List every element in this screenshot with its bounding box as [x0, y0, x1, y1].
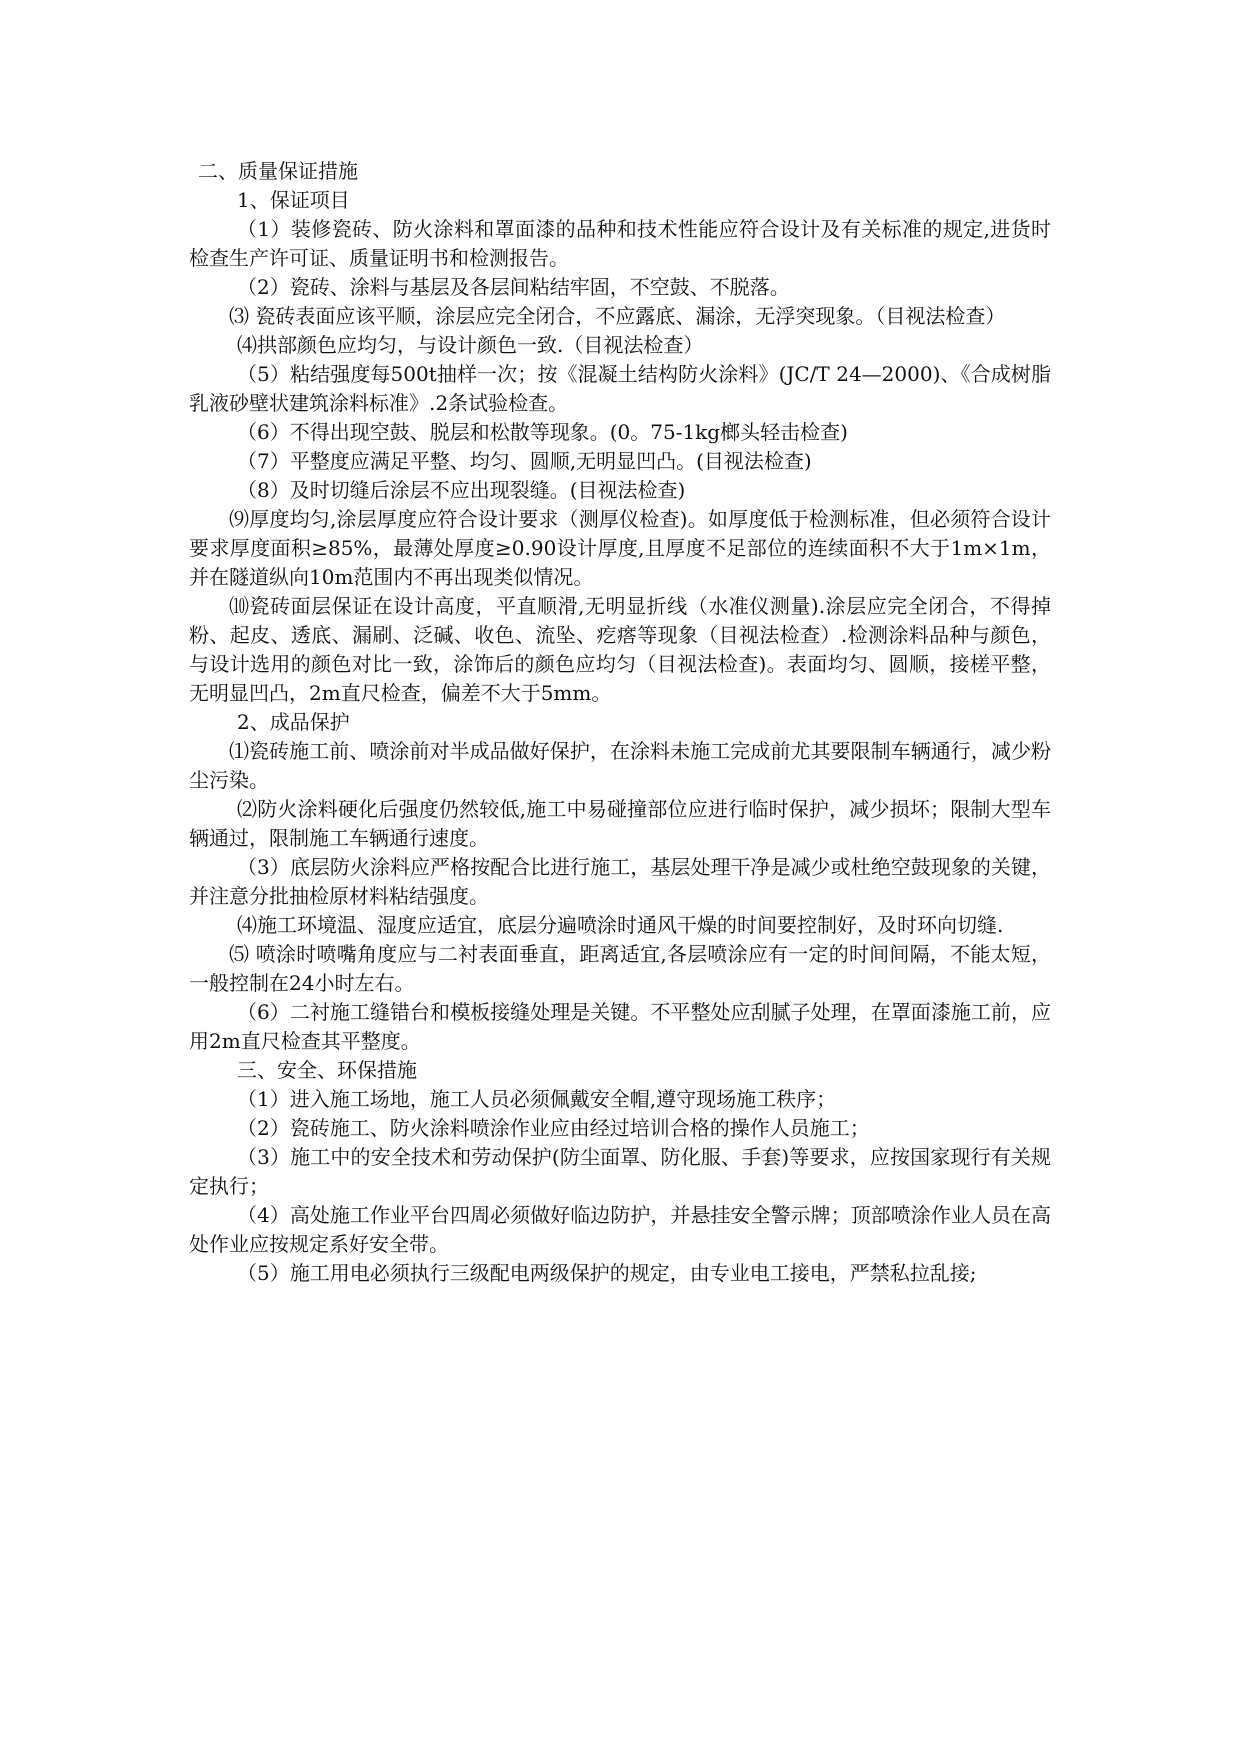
paragraph-guarantee-2: （2）瓷砖、涂料与基层及各层间粘结牢固，不空鼓、不脱落。 — [237, 275, 790, 299]
section-heading-quality: 二、质量保证措施 — [198, 159, 358, 183]
document-body — [189, 157, 1051, 1288]
subsection-heading-guarantee: 1、保证项目 — [237, 188, 350, 212]
paragraph-protection-5: ⑸ 喷涂时喷嘴角度应与二衬表面垂直，距离适宜,各层喷涂应有一定的时间间隔，不能太短，一般控制在24小时左右。 — [189, 942, 1051, 995]
paragraph-protection-6: （6）二衬施工缝错台和模板接缝处理是关键。不平整处应刮腻子处理，在罩面漆施工前，应用2m直尺检查其平整度。 — [189, 1000, 1051, 1053]
paragraph-safety-4: （4）高处施工作业平台四周必须做好临边防护，并悬挂安全警示牌；顶部喷涂作业人员在高处作业应按规定系好安全带。 — [189, 1203, 1051, 1256]
paragraph-safety-2: （2）瓷砖施工、防火涂料喷涂作业应由经过培训合格的操作人员施工； — [237, 1116, 870, 1140]
paragraph-guarantee-5: （5）粘结强度每500t抽样一次；按《混凝土结构防火涂料》(JC/T 24—2000)、《合成树脂乳液砂壁状建筑涂料标准》.2条试验检查。 — [189, 362, 1051, 415]
paragraph-protection-4: ⑷施工环境温、湿度应适宜，底层分遍喷涂时通风干燥的时间要控制好，及时环向切缝. — [237, 913, 1004, 937]
subsection-heading-protection: 2、成品保护 — [237, 710, 350, 734]
paragraph-guarantee-3: ⑶ 瓷砖表面应该平顺，涂层应完全闭合，不应露底、漏涂，无浮突现象。（目视法检查） — [229, 304, 1006, 328]
paragraph-guarantee-8: （8）及时切缝后涂层不应出现裂缝。(目视法检查) — [237, 478, 686, 502]
paragraph-guarantee-10: ⑽瓷砖面层保证在设计高度，平直顺滑,无明显折线（水准仪测量).涂层应完全闭合，不得掉粉、起皮、透底、漏刷、泛碱、收色、流坠、疙瘩等现象（目视法检查）.检测涂料品种与颜色，与设计选用的颜色对比一致，涂饰后的颜色应均匀（目视法检查)。表面均匀、圆顺，接槎平整，无明显凹凸，2m直尺检查，偏差不大于5mm。 — [189, 594, 1051, 705]
paragraph-safety-3: （3）施工中的安全技术和劳动保护(防尘面罩、防化服、手套)等要求，应按国家现行有关规定执行； — [189, 1145, 1051, 1198]
paragraph-guarantee-6: （6）不得出现空鼓、脱层和松散等现象。(0。75-1kg榔头轻击检查) — [237, 420, 848, 444]
paragraph-guarantee-7: （7）平整度应满足平整、均匀、圆顺,无明显凹凸。(目视法检查) — [237, 449, 812, 473]
paragraph-guarantee-4: ⑷拱部颜色应均匀，与设计颜色一致.（目视法检查） — [237, 333, 704, 357]
paragraph-protection-2: ⑵防火涂料硬化后强度仍然较低,施工中易碰撞部位应进行临时保护，减少损坏；限制大型车辆通过，限制施工车辆通行速度。 — [189, 797, 1051, 850]
paragraph-protection-1: ⑴瓷砖施工前、喷涂前对半成品做好保护，在涂料未施工完成前尤其要限制车辆通行，减少粉尘污染。 — [189, 739, 1051, 792]
section-heading-safety: 三、安全、环保措施 — [237, 1058, 417, 1082]
paragraph-guarantee-1: （1）装修瓷砖、防火涂料和罩面漆的品种和技术性能应符合设计及有关标准的规定,进货时检查生产许可证、质量证明书和检测报告。 — [189, 217, 1051, 270]
paragraph-protection-3: （3）底层防火涂料应严格按配合比进行施工，基层处理干净是减少或杜绝空鼓现象的关键，并注意分批抽检原材料粘结强度。 — [189, 855, 1051, 908]
paragraph-safety-1: （1）进入施工场地，施工人员必须佩戴安全帽,遵守现场施工秩序； — [237, 1087, 837, 1111]
paragraph-safety-5: （5）施工用电必须执行三级配电两级保护的规定，由专业电工接电，严禁私拉乱接; — [237, 1261, 977, 1285]
paragraph-guarantee-9: ⑼厚度均匀,涂层厚度应符合设计要求（测厚仪检查)。如厚度低于检测标准，但必须符合设计要求厚度面积≥85%，最薄处厚度≥0.90设计厚度,且厚度不足部位的连续面积不大于1m×1m，并在隧道纵向10m范围内不再出现类似情况。 — [189, 507, 1051, 589]
